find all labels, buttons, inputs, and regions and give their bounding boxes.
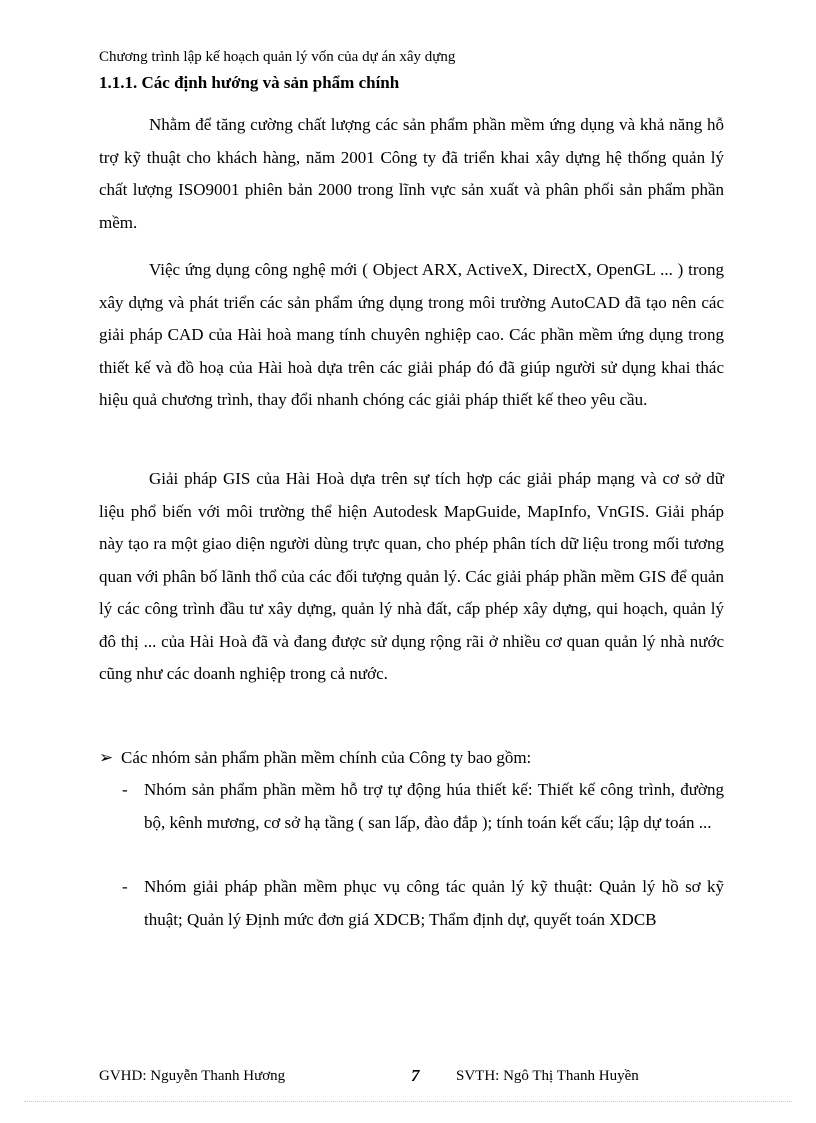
paragraph-1 bbox=[99, 109, 724, 239]
sub-list-text: Nhóm giải pháp phần mềm phục vụ công tác quản lý kỹ thuật: Quản lý hồ sơ kỹ thuật; Quản lý Định mức đơn giá XDCB; Thẩm định dự, quyết toán XDCB bbox=[144, 877, 724, 929]
bullet-item bbox=[99, 742, 724, 774]
sub-list-item-1 bbox=[122, 774, 724, 839]
dash-marker: - bbox=[122, 877, 128, 896]
running-header: Chương trình lập kế hoạch quản lý vốn của dự án xây dựng bbox=[99, 49, 456, 65]
bullet-text: Các nhóm sản phẩm phần mềm chính của Công ty bao gồm: bbox=[121, 748, 532, 767]
paragraph-text: Việc ứng dụng công nghệ mới ( Object ARX, ActiveX, DirectX, OpenGL ... ) trong xây dựng và phát triển các sản phẩm ứng dụng trong môi trường AutoCAD đã tạo nên các giải pháp CAD của Hài hoà mang tính chuyên nghiệp cao. Các phần mềm ứng dụng trong thiết kế và đồ hoạ của Hài hoà dựa trên các giải pháp đó đã giúp người sử dụng khai thác hiệu quả chương trình, thay đổi nhanh chóng các giải pháp thiết kế theo yêu cầu. bbox=[99, 260, 724, 409]
footer-supervisor: GVHD: Nguyễn Thanh Hương bbox=[99, 1068, 286, 1084]
sub-list-item-2 bbox=[122, 871, 724, 936]
paragraph-text: Giải pháp GIS của Hài Hoà dựa trên sự tích hợp các giải pháp mạng và cơ sở dữ liệu phổ biến với môi trường thể hiện Autodesk MapGuide, MapInfo, VnGIS. Giải pháp này tạo ra một giao diện người dùng trực quan, cho phép phân tích dữ liệu trong mối tương quan với phân bố lãnh thổ của các đối tượng quản lý. Các giải pháp phần mềm GIS để quản lý các công trình đầu tư xây dựng, quản lý nhà đất, cấp phép xây dựng, qui hoạch, quản lý đô thị ... của Hài Hoà đã và đang được sử dụng rộng rãi ở nhiều cơ quan quản lý nhà nước cũng như các doanh nghiệp trong cả nước. bbox=[99, 469, 724, 683]
paragraph-3 bbox=[99, 463, 724, 691]
page-number: 7 bbox=[411, 1066, 420, 1085]
arrow-bullet-icon: ➢ bbox=[99, 748, 114, 767]
section-heading: 1.1.1. Các định hướng và sản phẩm chính bbox=[99, 73, 400, 92]
sub-list-text: Nhóm sản phẩm phần mềm hỗ trợ tự động húa thiết kế: Thiết kế công trình, đường bộ, kênh mương, cơ sở hạ tầng ( san lấp, đào đắp ); tính toán kết cấu; lập dự toán ... bbox=[144, 780, 724, 832]
footer-student: SVTH: Ngô Thị Thanh Huyền bbox=[456, 1068, 639, 1084]
page-bottom-divider bbox=[24, 1101, 792, 1102]
paragraph-2 bbox=[99, 254, 724, 417]
dash-marker: - bbox=[122, 780, 128, 799]
paragraph-text: Nhằm để tăng cường chất lượng các sản phẩm phần mềm ứng dụng và khả năng hỗ trợ kỹ thuật cho khách hàng, năm 2001 Công ty đã triển khai xây dựng hệ thống quản lý chất lượng ISO9001 phiên bản 2000 trong lĩnh vực sản xuất và phân phối sản phẩm phần mềm. bbox=[99, 115, 724, 232]
